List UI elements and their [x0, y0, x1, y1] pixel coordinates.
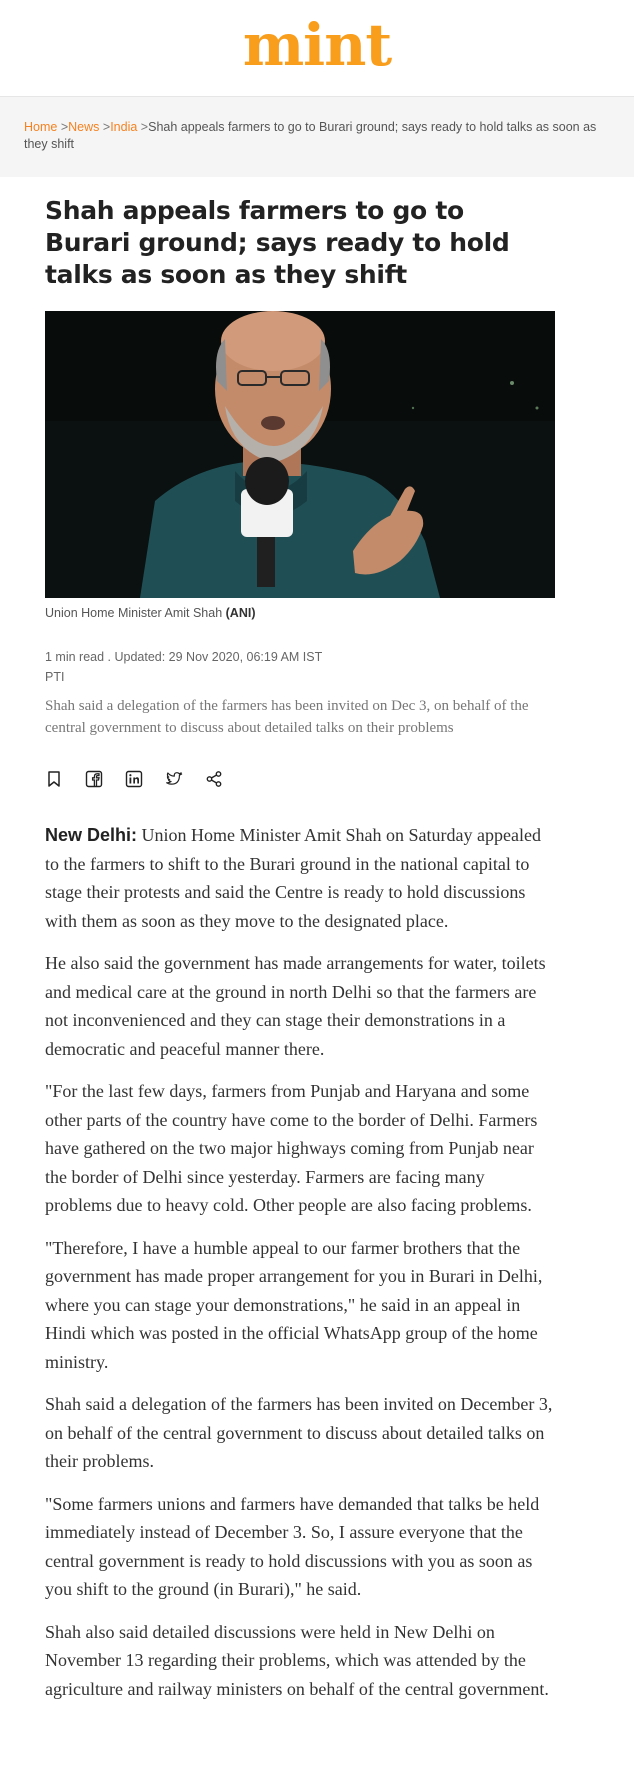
site-header [0, 0, 634, 97]
amit-shah-photo-illustration [45, 311, 555, 598]
breadcrumb-india[interactable]: India [110, 120, 138, 134]
article-meta [45, 647, 555, 687]
photo-caption [45, 606, 555, 620]
article-paragraph: "Some farmers unions and farmers have demanded that talks be held immediately instead of December 3. So, I assure everyone that the central government is ready to hold discussions with you as soon as you shift to the ground (in Burari)," he said. [45, 1493, 540, 1599]
article-title: Shah appeals farmers to go to Burari ground; says ready to hold talks as soon as they shift [45, 196, 510, 289]
share-icon[interactable] [205, 770, 223, 788]
article [0, 195, 555, 1703]
facebook-icon[interactable] [85, 770, 103, 788]
mint-logo[interactable]: mint [242, 11, 392, 79]
article-paragraph: Shah also said detailed discussions were held in New Delhi on November 13 regarding their problems, which was attended by the agriculture and railway ministers on behalf of the central government. [45, 1621, 549, 1699]
bookmark-icon[interactable] [45, 770, 63, 788]
article-paragraph: Shah said a delegation of the farmers has been invited on December 3, on behalf of the central government to discuss about detailed talks on their problems. [45, 1394, 553, 1471]
article-source: PTI [45, 670, 65, 684]
share-toolbar [45, 769, 555, 789]
breadcrumb-separator: > [102, 120, 111, 134]
linkedin-icon[interactable] [125, 770, 143, 788]
breadcrumb-home[interactable]: Home [24, 120, 58, 134]
breadcrumb-separator: > [140, 120, 149, 134]
article-summary: Shah said a delegation of the farmers has been invited on Dec 3, on behalf of the central government to discuss about detailed talks on their problems [45, 698, 529, 736]
article-paragraph: "For the last few days, farmers from Punjab and Haryana and some other parts of the country have come to the border of Delhi. Farmers have gathered on the two major highways coming from Punjab near the border of Delhi since yesterday. Farmers are facing many problems due to heavy cold. Other people are also facing problems. [45, 1081, 538, 1215]
read-time-updated: 1 min read . Updated: 29 Nov 2020, 06:19 AM IST [45, 650, 323, 664]
article-paragraph: "Therefore, I have a humble appeal to our farmer brothers that the government has made proper arrangement for you in Burari in Delhi, where you can stage your demonstrations," he said in an appeal in Hindi which was posted in the official WhatsApp group of the home ministry. [45, 1237, 543, 1372]
breadcrumb-separator: > [60, 120, 69, 134]
breadcrumb-news[interactable]: News [68, 120, 100, 134]
breadcrumb-current: Shah appeals farmers to go to Burari ground; says ready to hold talks as soon as they shift [24, 120, 597, 151]
breadcrumb [0, 97, 634, 177]
caption-credit: (ANI) [225, 606, 256, 620]
article-body [45, 821, 555, 1703]
article-paragraph: New Delhi: Union Home Minister Amit Shah on Saturday appealed to the farmers to shift to the Burari ground in the national capital to stage their protests and said the Centre is ready to hold discussions with them as soon as they move to the designated place. [45, 825, 541, 931]
dateline: New Delhi: [45, 825, 138, 845]
caption-text: Union Home Minister Amit Shah [45, 606, 226, 620]
twitter-icon[interactable] [165, 770, 183, 788]
article-paragraph: He also said the government has made arrangements for water, toilets and medical care at the ground in north Delhi so that the farmers are not inconvenienced and they can stage their demonstrations in a democratic and peaceful manner there. [45, 953, 546, 1059]
article-photo [45, 311, 555, 598]
